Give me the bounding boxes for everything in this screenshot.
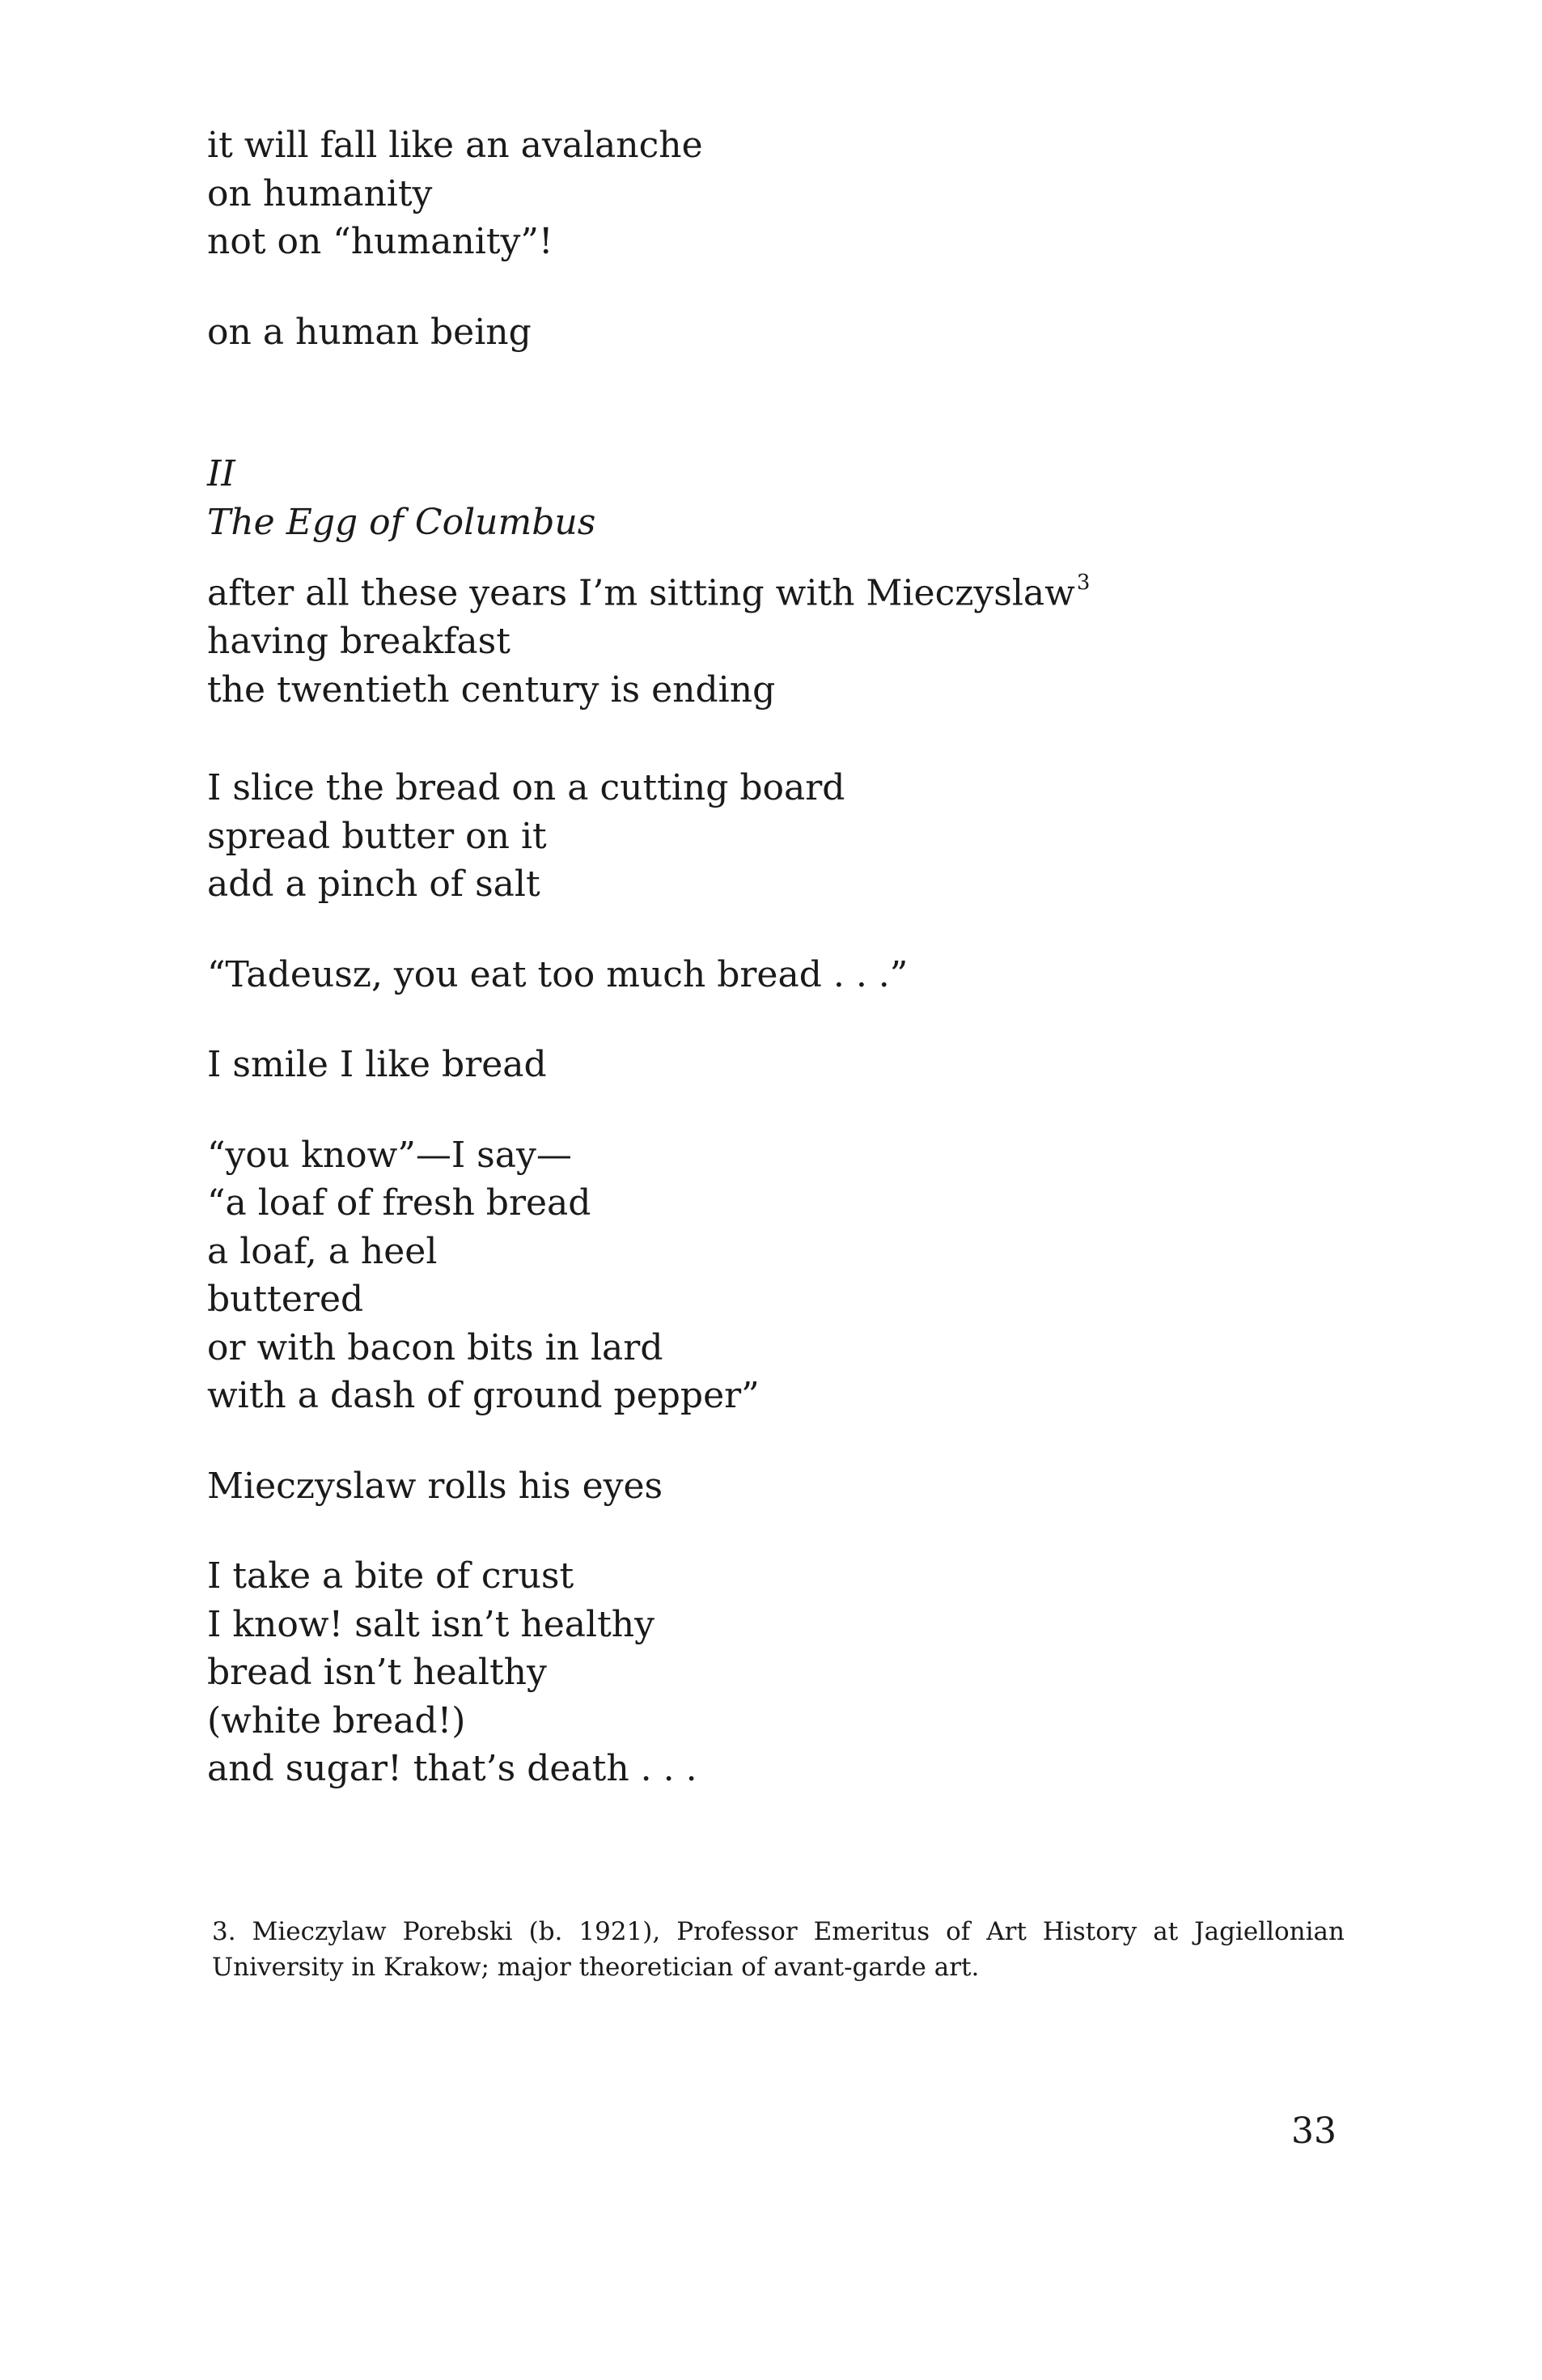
poem-line: (white bread!) [207,1699,466,1742]
section-heading [207,450,1356,546]
poem-line: Mieczyslaw rolls his eyes [207,1465,663,1507]
section-number: II [207,453,235,494]
stanza-avalanche [207,121,1356,266]
poem-line: or with bacon bits in lard [207,1326,663,1368]
stanza-breakfast [207,562,1356,714]
poem-line: a loaf, a heel [207,1230,438,1272]
poem-line: “Tadeusz, you eat too much bread . . .” [207,953,909,995]
poem-line: “a loaf of fresh bread [207,1182,591,1224]
poem-line: I take a bite of crust [207,1555,574,1597]
poem-line: I know! salt isn’t healthy [207,1603,655,1645]
poem-line: it will fall like an avalanche [207,125,703,166]
poem-line: on humanity [207,172,433,214]
poem-line: I slice the bread on a cutting board [207,767,845,809]
stanza-human-being [207,308,1356,357]
stanza-bite-of-crust [207,1552,1356,1793]
poem-line: I smile I like bread [207,1044,547,1086]
poem-line: not on “humanity”! [207,221,553,262]
section-title: The Egg of Columbus [207,501,596,543]
poem-line: after all these years I’m sitting with Mieczyslaw$^3$ [207,571,1091,614]
poem-line: add a pinch of salt [207,863,540,906]
poem-line: spread butter on it [207,815,547,857]
footnote-marker: 3 [1076,571,1091,595]
footnote [212,1914,1345,1985]
poem-line: having breakfast [207,621,510,663]
poem-body [207,121,1356,1793]
footnote-number: 3. [212,1917,236,1946]
poem-line: on a human being [207,311,532,353]
footnote-text: Mieczylaw Porebski (b. 1921), Professor Emeritus of Art History at Jagiellonian University in Krakow; major theoretician of avant-garde art. [212,1917,1345,1982]
stanza-you-know [207,1131,1356,1420]
stanza-smile [207,1041,1356,1089]
poem-line: with a dash of ground pepper” [207,1375,760,1417]
poem-line: buttered [207,1279,364,1321]
poem-line: bread isn’t healthy [207,1652,547,1694]
page-number: 33 [1291,2111,1337,2152]
poem-line: and sugar! that’s death . . . [207,1748,697,1790]
stanza-slice-bread [207,764,1356,909]
poem-line: “you know”—I say— [207,1134,572,1176]
poem-line: the twentieth century is ending [207,668,776,711]
stanza-too-much-bread [207,951,1356,999]
stanza-rolls-eyes [207,1462,1356,1511]
